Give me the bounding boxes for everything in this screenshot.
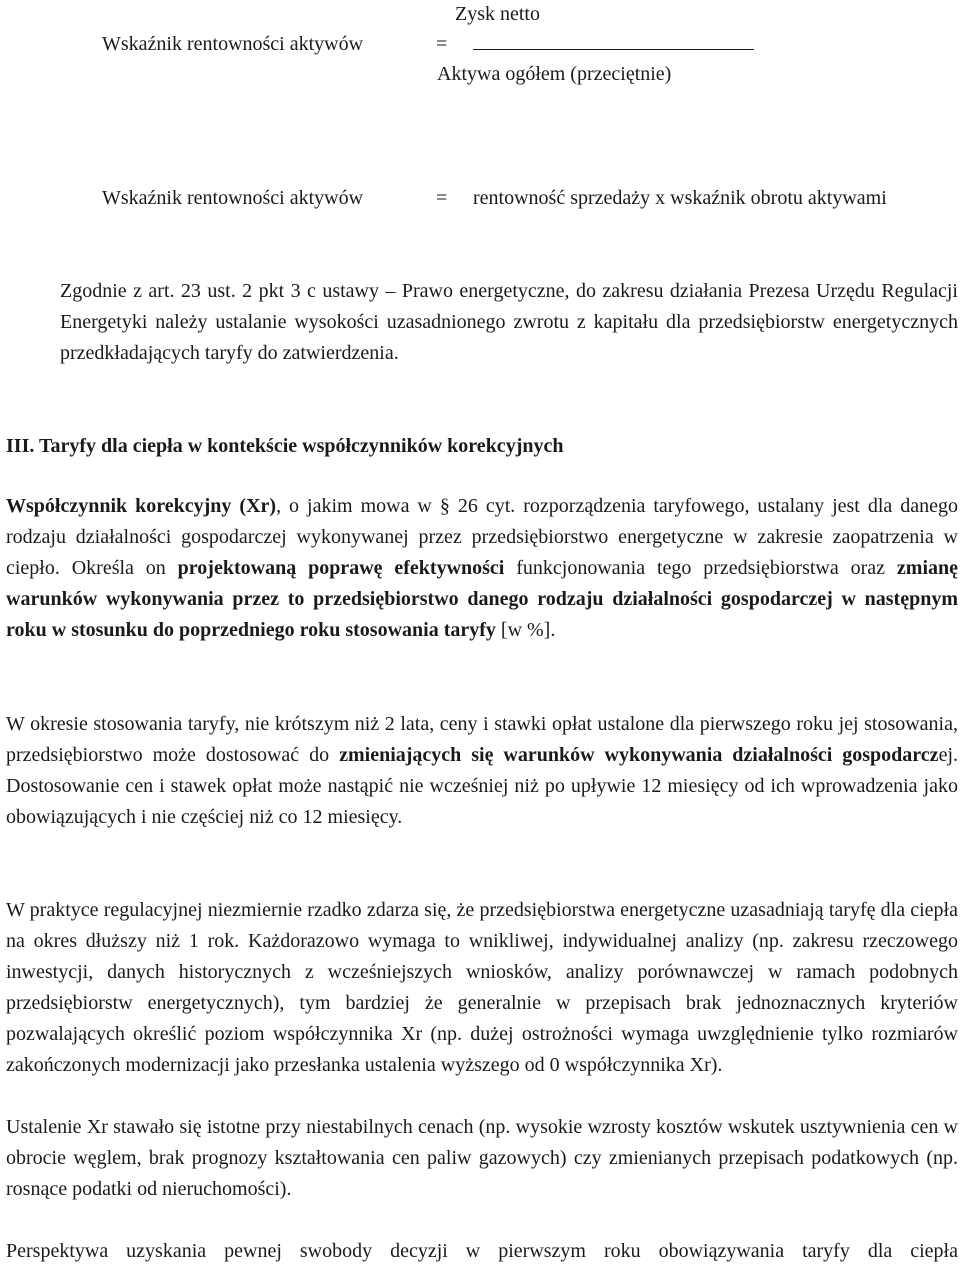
paragraph2-bold-1: projektowaną poprawę efektywności — [177, 557, 505, 579]
paragraph2-text-2: funkcjonowania tego przedsiębiorstwa oraz — [504, 557, 897, 579]
paragraph2-text-3: [w %]. — [495, 619, 556, 641]
paragraph-zwrot-z-kapitalu: Zgodnie z art. 23 ust. 2 pkt 3 c ustawy – Prawo energetyczne, do zakresu działania Prezesa Urzędu Regulacji Energetyki należy ustalanie wysokości uzasadnionego zwrotu z kapitału dla przedsiębiorstw energetycznych przedkładających taryfy do zatwierdzenia. — [60, 280, 958, 364]
formula1-fraction-line — [473, 49, 754, 50]
paragraph-perspektywa: Perspektywa uzyskania pewnej swobody decyzji w pierwszym roku obowiązywania taryfy dla ciepła — [6, 1240, 958, 1262]
paragraph2-text-1: , o jakim mowa w § 26 cyt. rozporządzenia taryfowego, ustalany jest dla danego rodzaju działalności gospodarczej wykonywanej przez przedsiębiorstwo energetyczne w zakresie zaopatrzenia w ciepło. Określa on — [6, 495, 958, 579]
paragraph-okres-stosowania — [6, 709, 958, 833]
section-heading: III. Taryfy dla ciepła w kontekście współczynników korekcyjnych — [6, 435, 564, 457]
paragraph3-text-2: ej. Dostosowanie cen i stawek opłat może nastąpić nie wcześniej niż po upływie 12 miesięcy od ich wprowadzenia jako obowiązujących i nie częściej niż co 12 miesięcy. — [6, 744, 958, 828]
formula1-label: Wskaźnik rentowności aktywów — [102, 33, 364, 55]
formula1-equals: = — [436, 33, 448, 55]
paragraph-praktyka-regulacyjna: W praktyce regulacyjnej niezmiernie rzadko zdarza się, że przedsiębiorstwa energetyczne uzasadniają taryfę dla ciepła na okres dłuższy niż 1 rok. Każdorazowo wymaga to wnikliwej, indywidualnej analizy (np. zakresu rzeczowego inwestycji, danych historycznych z wcześniejszych wniosków, analizy porównawczej w ramach podobnych przedsiębiorstw energetycznych), tym bardziej że generalnie w przepisach brak jednoznacznych kryteriów pozwalających określić poziom współczynnika Xr (np. dużej ostrożności wymaga uwzględnienie tylko rozmiarów zakończonych modernizacji jako przesłanka ustalenia wyższego od 0 współczynnika Xr). — [6, 899, 958, 1076]
formula1-denominator: Aktywa ogółem (przeciętnie) — [437, 63, 672, 85]
formula2-label: Wskaźnik rentowności aktywów — [102, 187, 364, 209]
paragraph-wspolczynnik-korekcyjny — [6, 491, 958, 646]
paragraph-ustalenie-xr: Ustalenie Xr stawało się istotne przy niestabilnych cenach (np. wysokie wzrosty kosztów wskutek usztywnienia cen w obrocie węglem, brak prognozy kształtowania cen paliw gazowych) czy zmienianych przepisach podatkowych (np. rosnące podatki od nieruchomości). — [6, 1116, 958, 1200]
paragraph3-text-1: W okresie stosowania taryfy, nie krótszym niż 2 lata, ceny i stawki opłat ustalone dla pierwszego roku jej stosowania, przedsiębiorstwo może dostosować do — [6, 713, 958, 766]
formula2-expression: rentowność sprzedaży x wskaźnik obrotu aktywami — [473, 187, 887, 209]
formula2-equals: = — [436, 187, 448, 209]
paragraph2-bold-2: zmianę warunków wykonywania przez to przedsiębiorstwo danego rodzaju działalności gospodarczej w następnym roku w stosunku do poprzedniego roku stosowania taryfy — [6, 557, 958, 641]
paragraph3-bold-1: zmieniających się warunków wykonywania działalności gospodarcz — [339, 744, 939, 766]
bold-lead-term: Współczynnik korekcyjny (Xr) — [6, 495, 277, 517]
formula1-numerator: Zysk netto — [455, 3, 540, 25]
